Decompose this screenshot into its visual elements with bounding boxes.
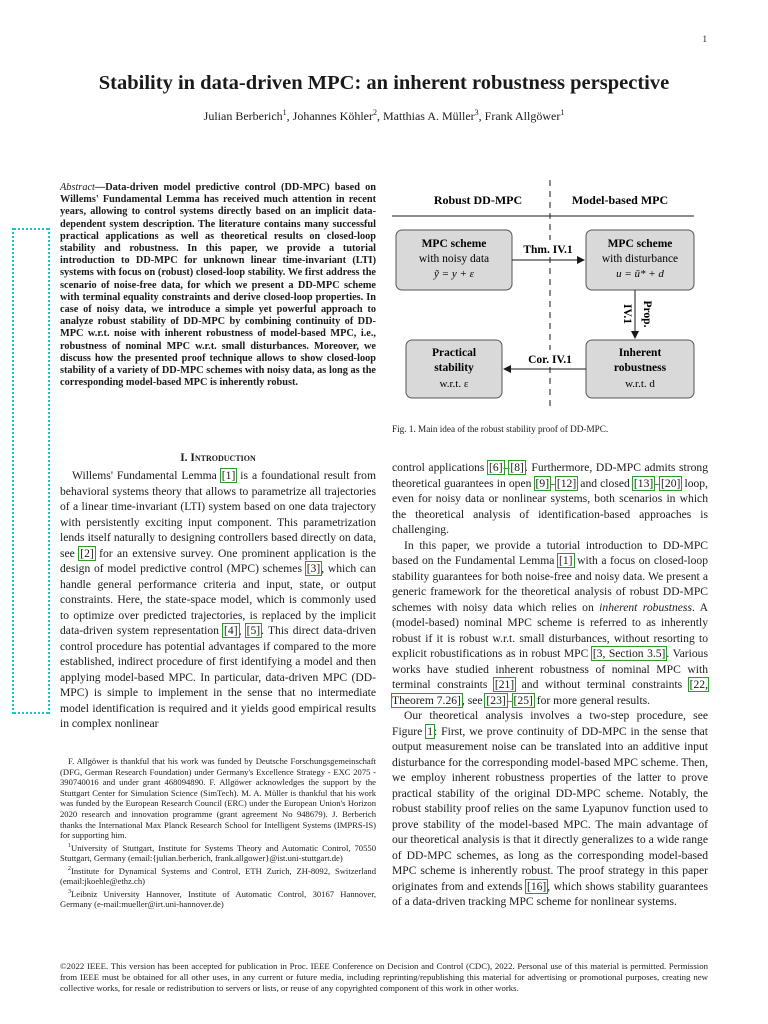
robust-stability-diagram [392,180,708,420]
box-practical-stability-title-2: stability [434,362,474,374]
citation-link[interactable]: [4] [224,624,238,637]
paper-title: Stability in data-driven MPC: an inherent robustness perspective [98,72,670,94]
citation-link[interactable]: [16] [526,879,547,893]
affiliation-footnote [60,864,376,887]
citation-link[interactable]: [6] [489,461,503,474]
text: with a focus on closed-loop stability guarantees for both noise-free and noisy data. We present a generic framework for the theoretical analysis of robust DD-MPC schemes with noisy data which relies on [392,554,709,614]
box-inherent-robustness-title-1: Inherent [618,347,662,359]
affiliation-mark: 2 [68,865,71,872]
citation-link[interactable]: [5] [246,624,261,637]
box-mpc-disturbance-math: u = ū* + d [616,268,664,280]
text: , see [461,693,486,707]
margin-dotted-marker [12,228,50,714]
text: . A (model-based) nominal MPC scheme is referred to as inherently robust if it is robust w.r.t. small disturbances, without resorting to explicit robustifications as in robust MPC [392,600,708,660]
author-name: Matthias A. Müller [382,109,475,123]
emphasis: inherent robustness [599,600,692,614]
citation-link[interactable]: [2] [80,546,94,560]
text: – [654,476,661,490]
citation-link[interactable]: [12] [556,476,577,490]
affiliation-text: Institute for Dynamical Systems and Control, ETH Zurich, ZH-8092, Switzerland (email:jkoehle@ethz.ch) [60,865,376,887]
text: and closed [577,476,633,490]
text: – [503,461,510,474]
box-practical-stability-subtitle: w.r.t. ε [439,378,469,390]
figure-reference-link[interactable]: 1 [427,724,433,738]
author-list: Julian Berberich$^1$, Johannes Köhler$^2$, Matthias A. Müller$^3$, Frank Allgöwer$^1$ [203,108,565,123]
citation-link[interactable]: [1] [221,469,236,482]
affiliation-footnote [60,887,376,910]
body-paragraph [392,460,708,538]
affiliation-text: University of Stuttgart, Institute for Systems Theory and Automatic Control, 70550 Stuttgart, Germany (email:{julian.berberich, frank.allgower}@ist.uni-stuttgart.de) [60,842,376,864]
citation-link[interactable]: [3] [306,562,321,575]
abstract [60,182,376,389]
footnotes [60,756,376,910]
copyright-notice: ©2022 IEEE. This version has been accepted for publication in Proc. IEEE Conference on Decision and Control (CDC), 2022. Personal use of this material is permitted. Permission from IEEE must be obtained for all other uses, in any current or future media, including reprinting/republishing this material for advertising or promotional purposes, creating new collective works, for resale or redistribution to servers or lists, or reuse of any copyrighted component of this work in other works. [60,961,708,993]
text: Our theoretical analysis involves a two-step procedure, see Figure [392,709,708,738]
box-inherent-robustness-subtitle: w.r.t. d [625,378,655,390]
box-mpc-disturbance-title: MPC scheme [607,238,673,250]
text: In this paper, we provide a tutorial introduction to DD-MPC based on the Fundamental Lemma [392,538,708,567]
funding-footnote: F. Allgöwer is thankful that his work was funded by Deutsche Forschungsgemeinschaft (DFG, German Research Foundation) under Germany's Excellence Strategy - EXC 2075 - 390740016 and under grant 468094890. F. Allgöwer acknowledges the support by the Stuttgart Center for Simulation Science (SimTech). M. A. Müller is thankful that his work was funded by the European Research Council (ERC) under the European Union's Horizon 2020 research and innovation programme (grant agreement No 948679). J. Berberich thanks the International Max Planck Research School for Intelligent Systems (IMPRS-IS) for supporting him. [60,756,376,841]
page-number: 1 [702,34,707,44]
text: is a foundational result from behavioral systems theory that allows to parametrize all trajectories of a linear time-invariant (LTI) system based on one data trajectory with persistently exciting input component. This parametrization lends itself naturally to designing controllers based directly on data, see [60,469,377,560]
box-inherent-robustness-title-2: robustness [613,362,667,374]
abstract-text: —Data-driven model predictive control (DD-MPC) based on Willems' Fundamental Lemma has received much attention in recent years, allowing to control systems directly based on an implicit data-dependent system description. The literature contains many successful practical applications as well as theoretical results on closed-loop stability and robustness. In this paper, we provide a tutorial introduction to DD-MPC for unknown linear time-invariant (LTI) systems with focus on (robust) closed-loop stability. We first address the scenario of noise-free data, for which we present a DD-MPC scheme with terminal equality constraints and derive closed-loop properties. In case of noisy data, we introduce a simple yet powerful approach to analyze robust stability of DD-MPC by combining continuity of DD-MPC w.r.t. noise with inherent robustness of model-based MPC, i.e., robustness of nominal MPC w.r.t. small disturbances. Moreover, we discuss how the presented proof technique allows to show closed-loop stability of a variety of DD-MPC schemes with noisy data, as long as the corresponding model-based MPC is inherently robust. [60,182,376,389]
author-name: Julian Berberich [203,109,283,123]
section-heading-introduction: I. Introduction [180,452,256,464]
citation-link[interactable]: [9] [535,476,550,490]
text: . Various works have studied inherent robustness of nominal MPC with terminal constraints [392,647,708,691]
intro-paragraph [60,468,376,732]
text: : First, we prove continuity of DD-MPC in the sense that output measurement noise can be translated into an additive input disturbance for the corresponding model-based MPC scheme. Then, we employ inherent robustness properties of the latter to prove practical stability of the original DD-MPC scheme. Notably, the robust stability proof relies on the same Lyapunov function used to prove stability of the model-based MPC. The main advantage of our theoretical analysis is that it directly generalizes to a wide range of DD-MPC schemes, as long as the corresponding model-based MPC scheme is inherently robust. The proof strategy in this paper originates from and extends [392,724,708,893]
author-affiliation-mark: 1 [560,108,565,117]
text: . Furthermore, DD-MPC admits strong theoretical guarantees in open [392,461,708,490]
text: for more general results. [533,693,651,707]
body-paragraph [392,708,708,910]
author-name: Frank Allgöwer [484,109,561,123]
citation-link[interactable]: [21] [494,678,515,691]
box-practical-stability-title-1: Practical [431,347,477,359]
text: – [506,693,513,707]
right-column [392,460,708,910]
figure-1 [392,180,708,420]
author-name: Johannes Köhler [292,109,373,123]
text: and without terminal constraints [515,678,689,691]
box-mpc-noisy-data-subtitle: with noisy data [418,253,490,265]
text: – [550,476,556,490]
affiliation-mark: 3 [68,888,71,895]
affiliation-text: Leibniz University Hannover, Institute of Automatic Control, 30167 Hannover, Germany (e-mail:mueller@irt.uni-hannover.de) [60,888,376,910]
box-mpc-noisy-data-math: ỹ = y + ε [434,268,474,280]
arrow-cor-label: Cor. IV.1 [528,354,572,366]
box-mpc-noisy-data-title: MPC scheme [421,238,487,250]
text: , [238,624,246,637]
affiliation-footnote [60,841,376,864]
citation-link[interactable]: [13] [633,476,654,490]
citation-link[interactable]: [20] [661,476,681,490]
citation-link[interactable]: [3, Section 3.5] [592,647,666,660]
citation-link[interactable]: [23] [486,693,506,707]
text: control applications [392,461,489,474]
arrow-thm-label: Thm. IV.1 [523,244,573,256]
arrow-prop-label-a: Prop. [641,300,653,328]
author-affiliation-mark: 1 [282,108,287,117]
citation-link[interactable]: [25] [513,693,533,707]
text: . This direct data-driven control procedure has potential advantages if compared to the more established, indirect procedure of first identifying a model and then applying model-based MPC. In particular, data-driven MPC (DD-MPC) is simple to implement in the sense that no intermediate model identification is required and it yields good empirical results in complex nonlinear [60,624,377,730]
citation-link[interactable]: [22, Theorem 7.26] [392,678,708,707]
text: , which shows stability guarantees of a data-driven tracking MPC scheme for nonlinear systems. [392,879,708,908]
header-robust-dd-mpc: Robust DD-MPC [433,193,523,207]
text: for an extensive survey. One prominent application is the design of model predictive control (MPC) schemes [60,546,376,575]
citation-link[interactable]: [1] [559,554,573,567]
author-affiliation-mark: 2 [372,108,377,117]
affiliation-mark: 1 [68,842,71,849]
header-model-based-mpc: Model-based MPC [571,193,669,207]
citation-link[interactable]: [8] [510,461,524,474]
body-paragraph [392,538,708,709]
text: Willems' Fundamental Lemma [72,469,221,482]
author-affiliation-mark: 3 [474,108,479,117]
text: loop, even for noisy data or nonlinear systems, both scenarios in which the theoretical analysis of identification-based approaches is challenging. [392,476,708,536]
arrow-prop-label-b: IV.1 [621,304,633,324]
text: , which can handle general performance criteria and input, state, or output constraints. Here, the state-space model, which is commonly used to optimize over predicted trajectories, is replaced by the implicit data-driven system representation [60,562,376,637]
figure-caption: Fig. 1. Main idea of the robust stability proof of DD-MPC. [392,424,609,434]
abstract-label: Abstract [60,182,95,193]
box-mpc-disturbance-subtitle: with disturbance [601,253,679,265]
